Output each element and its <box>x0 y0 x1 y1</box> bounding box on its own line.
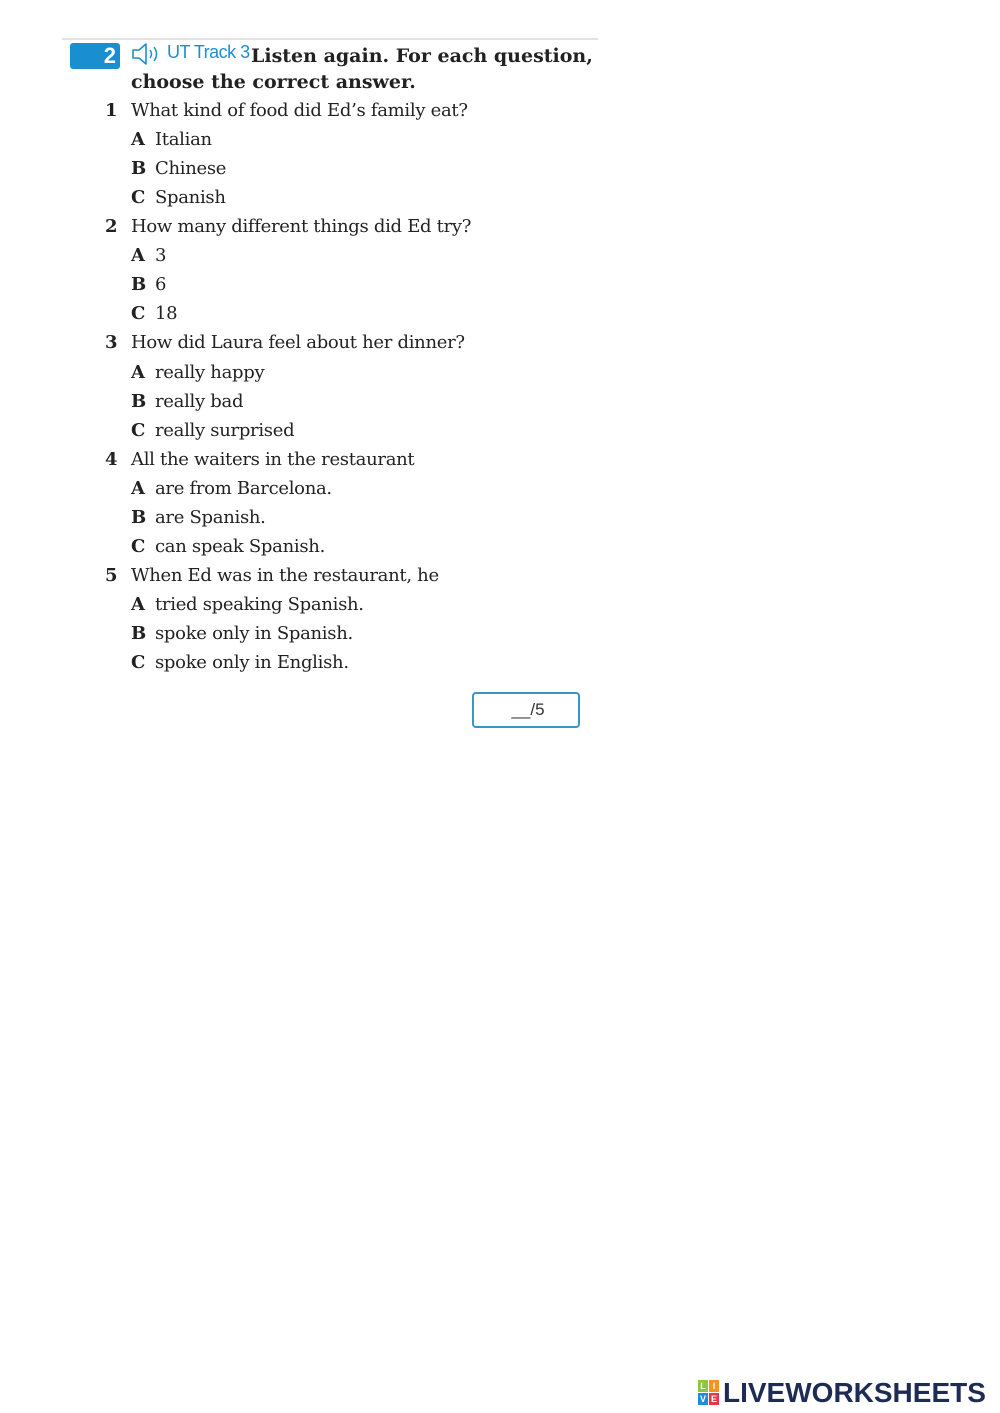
question-number: 1 <box>105 100 118 121</box>
option-text: can speak Spanish. <box>155 536 325 557</box>
option-text: spoke only in English. <box>155 652 349 673</box>
question-3 <box>105 332 465 353</box>
option-letter: C <box>131 536 146 557</box>
score-box: __/5 <box>472 692 580 728</box>
speaker-icon <box>130 41 166 67</box>
option-4a[interactable] <box>131 478 332 499</box>
option-3a[interactable] <box>131 362 264 383</box>
option-letter: B <box>131 507 146 528</box>
option-text: 3 <box>155 245 167 266</box>
option-letter: C <box>131 652 146 673</box>
option-2a[interactable] <box>131 245 166 266</box>
brand-name: LIVEWORKSHEETS <box>723 1377 986 1408</box>
option-letter: C <box>131 420 146 441</box>
option-letter: B <box>131 623 146 644</box>
question-number: 3 <box>105 332 118 353</box>
option-letter: A <box>131 362 145 383</box>
header-divider <box>62 38 598 40</box>
question-4 <box>105 449 414 470</box>
option-letter: B <box>131 158 146 179</box>
option-text: Chinese <box>155 158 227 179</box>
question-number: 4 <box>105 449 118 470</box>
question-1 <box>105 100 468 121</box>
option-text: 6 <box>155 274 167 295</box>
option-1b[interactable] <box>131 158 226 179</box>
option-text: Italian <box>155 129 212 150</box>
liveworksheets-logo <box>698 1377 986 1409</box>
question-text: What kind of food did Ed’s family eat? <box>131 100 468 121</box>
option-3b[interactable] <box>131 391 243 412</box>
option-text: really surprised <box>155 420 295 441</box>
option-5c[interactable] <box>131 652 349 673</box>
option-5b[interactable] <box>131 623 353 644</box>
question-number: 5 <box>105 565 118 586</box>
option-letter: A <box>131 129 145 150</box>
option-letter: A <box>131 478 145 499</box>
option-text: 18 <box>155 303 178 324</box>
question-5 <box>105 565 439 586</box>
option-1a[interactable] <box>131 129 212 150</box>
option-2c[interactable] <box>131 303 177 324</box>
option-text: really happy <box>155 362 265 383</box>
option-4c[interactable] <box>131 536 325 557</box>
option-text: Spanish <box>155 187 226 208</box>
question-2 <box>105 216 471 237</box>
option-text: really bad <box>155 391 244 412</box>
instruction-line-1: Listen again. For each question, <box>251 45 593 67</box>
option-3c[interactable] <box>131 420 294 441</box>
instruction-line-2: choose the correct answer. <box>131 71 416 93</box>
option-4b[interactable] <box>131 507 266 528</box>
question-text: How did Laura feel about her dinner? <box>131 332 465 353</box>
option-text: tried speaking Spanish. <box>155 594 364 615</box>
option-text: are from Barcelona. <box>155 478 332 499</box>
option-letter: C <box>131 303 146 324</box>
option-text: are Spanish. <box>155 507 266 528</box>
logo-mark-icon: L I V E <box>699 1381 717 1404</box>
option-letter: A <box>131 245 145 266</box>
question-text: When Ed was in the restaurant, he <box>131 565 439 586</box>
question-number: 2 <box>105 216 118 237</box>
option-letter: A <box>131 594 145 615</box>
option-text: spoke only in Spanish. <box>155 623 353 644</box>
track-label: UT Track 3 <box>167 42 250 62</box>
option-letter: C <box>131 187 146 208</box>
exercise-number-badge: 2 <box>70 43 120 69</box>
option-1c[interactable] <box>131 187 226 208</box>
option-2b[interactable] <box>131 274 166 295</box>
option-letter: B <box>131 391 146 412</box>
option-letter: B <box>131 274 146 295</box>
question-text: All the waiters in the restaurant <box>131 449 415 470</box>
option-5a[interactable] <box>131 594 364 615</box>
question-text: How many different things did Ed try? <box>131 216 472 237</box>
